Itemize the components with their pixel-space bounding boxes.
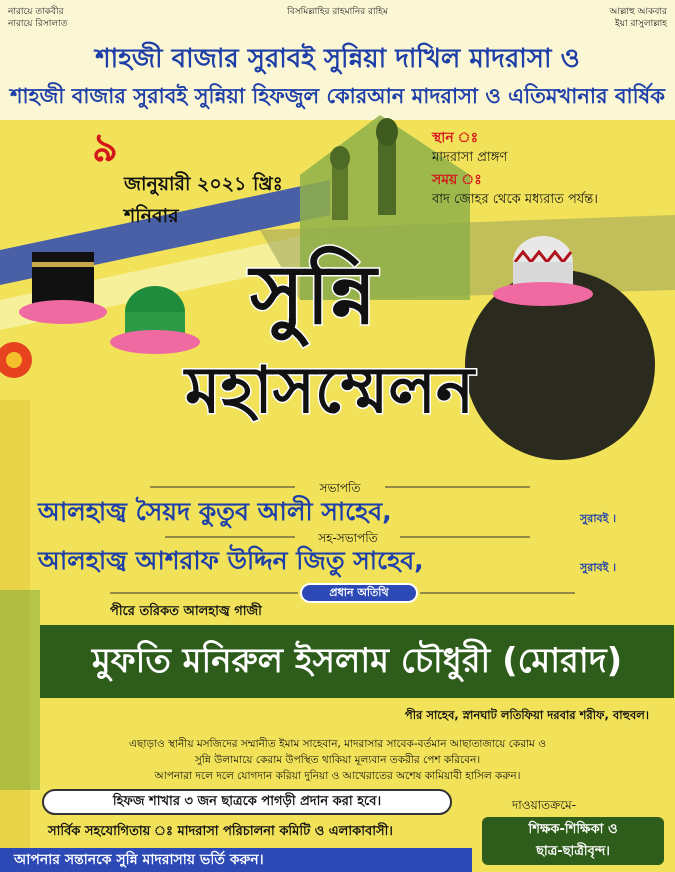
president-label: সভাপতি [319,481,361,495]
vice-president-name: আলহাজ্ব আশরাফ উদ্দিন জিতু সাহেব, [38,546,424,575]
admission-banner: আপনার সন্তানকে সুন্নি মাদরাসায় ভর্তি করুন। [0,848,472,872]
invitation-box [482,817,664,865]
time-label: সময় ঃ [432,172,482,188]
time-value: বাদ জোহর থেকে মধ্যরাত পর্যন্ত। [432,192,598,207]
hifz-notice: হিফজ শাখার ৩ জন ছাত্রকে পাগড়ী প্রদান করা হবে। [42,789,452,815]
title-line2: শাহজী বাজার সুরাবই সুন্নিয়া হিফজুল কোরআন মাদরাসা ও এতিমখানার বার্ষিক [10,84,665,108]
invitation-label: দাওয়াতক্রমে- [512,798,577,812]
event-name-line2: মহাসম্মেলন [185,354,475,428]
president-name: আলহাজ্ব সৈয়দ কুতুব আলী সাহেব, [38,497,392,526]
date-weekday: শনিবার [124,205,179,227]
header-right-line1: আল্লাহু আকবার [609,7,667,17]
date-month-year: জানুয়ারী ২০২১ খ্রিঃ [124,173,283,195]
title-line1: শাহজী বাজার সুরাবই সুন্নিয়া দাখিল মাদরাসা ও [95,44,580,74]
header-center: বিসমিল্লাহির রাহমানির রাহিম [287,7,388,17]
venue-label: স্থান ঃ [432,130,479,146]
chief-guest-title: পীরে তরিকত আলহাজ্ব গাজী [110,604,262,619]
body-line3: আপনারা দলে দলে যোগদান করিয়া দুনিয়া ও আখেরাতের অশেষ কামিয়াবী হাসিল করুন। [154,770,521,782]
header-left-line1: নারায়ে তাকবীর [8,7,64,17]
body-line1: এছাড়াও স্থানীয় মসজিদের সম্মানীত ইমাম সাহেবান, মাদরাসার সাবেক-বর্তমান আছাতাজায়ে কেরাম ও [129,738,546,750]
header-left-line2: নারায়ে রিসালাত [8,19,68,29]
chief-guest-badge: প্রধান অতিথি [300,583,418,603]
vice-president-label: সহ-সভাপতি [318,531,378,545]
chief-guest-name: মুফতি মনিরুল ইসলাম চৌধুরী (মোরাদ) [40,625,674,698]
invitation-line2: ছাত্র-ছাত্রীবৃন্দ। [536,844,610,859]
invitation-body [0,736,675,784]
venue-value: মাদরাসা প্রাঙ্গণ [432,150,508,165]
body-line2: সুন্নি উলামায়ে কেরাম উপস্থিত থাকিয়া মূল্যবান তকরীর পেশ করিবেন। [194,754,481,766]
cooperation-text: সার্বিক সহযোগিতায় ঃ মাদরাসা পরিচালনা কমিটি ও এলাকাবাসী। [48,824,393,839]
header-right [610,6,667,30]
date-day-number: ৯ [92,125,118,171]
event-name-line1: সুন্নি [250,248,379,343]
invitation-line1: শিক্ষক-শিক্ষিকা ও [528,822,618,837]
president-place: সুরাবই । [580,512,617,525]
header-right-line2: ইয়া রাসুলাল্লাহ [614,19,667,29]
chief-guest-description: পীর সাহেব, স্নানঘাট লতিফিয়া দরবার শরীফ, বাহুবল। [404,708,649,722]
vice-president-place: সুরাবই । [580,561,617,574]
